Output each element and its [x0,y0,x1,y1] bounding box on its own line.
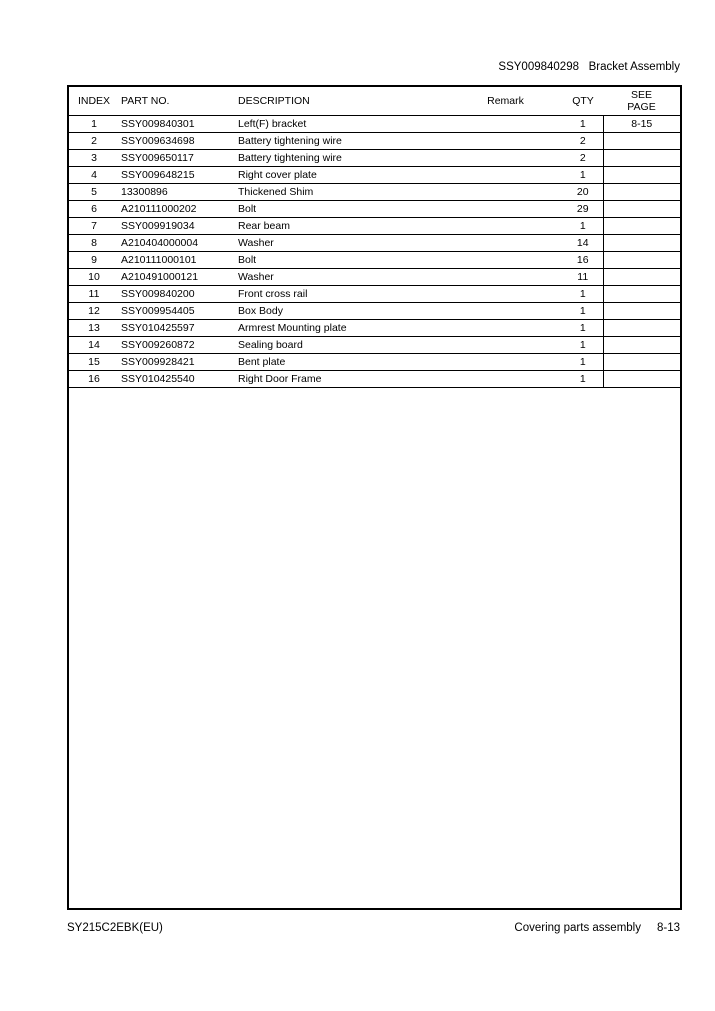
table-row [69,371,680,388]
cell-see-page [603,133,680,150]
cell-remark [448,286,563,303]
cell-qty: 1 [563,354,603,371]
cell-part-no: SSY009919034 [119,218,236,235]
cell-remark [448,252,563,269]
parts-list-frame [67,85,682,910]
table-row [69,337,680,354]
cell-description: Box Body [236,303,448,320]
cell-part-no: 13300896 [119,184,236,201]
cell-qty: 1 [563,286,603,303]
cell-part-no: A210111000202 [119,201,236,218]
cell-index: 13 [69,320,119,337]
cell-part-no: SSY009954405 [119,303,236,320]
cell-part-no: SSY010425540 [119,371,236,388]
cell-remark [448,320,563,337]
cell-description: Front cross rail [236,286,448,303]
cell-index: 7 [69,218,119,235]
cell-description: Washer [236,235,448,252]
cell-index: 4 [69,167,119,184]
parts-table-body [69,116,680,388]
cell-index: 3 [69,150,119,167]
cell-remark [448,201,563,218]
cell-index: 5 [69,184,119,201]
cell-part-no: SSY009260872 [119,337,236,354]
cell-qty: 16 [563,252,603,269]
cell-description: Bolt [236,201,448,218]
table-row [69,320,680,337]
cell-index: 14 [69,337,119,354]
cell-see-page [603,320,680,337]
cell-remark [448,354,563,371]
table-row [69,201,680,218]
cell-part-no: SSY009634698 [119,133,236,150]
cell-qty: 1 [563,167,603,184]
cell-see-page [603,167,680,184]
cell-remark [448,218,563,235]
cell-index: 6 [69,201,119,218]
column-header-index: INDEX [69,87,119,116]
cell-part-no: SSY009648215 [119,167,236,184]
cell-see-page [603,201,680,218]
cell-remark [448,116,563,133]
cell-part-no: A210404000004 [119,235,236,252]
cell-qty: 20 [563,184,603,201]
table-row [69,150,680,167]
cell-remark [448,167,563,184]
footer-section: Covering parts assembly [514,922,641,934]
cell-description: Bent plate [236,354,448,371]
cell-index: 8 [69,235,119,252]
cell-qty: 1 [563,116,603,133]
cell-see-page [603,269,680,286]
table-row [69,133,680,150]
cell-qty: 1 [563,303,603,320]
cell-qty: 2 [563,150,603,167]
cell-qty: 29 [563,201,603,218]
cell-index: 12 [69,303,119,320]
cell-remark [448,337,563,354]
table-row [69,184,680,201]
cell-see-page [603,252,680,269]
cell-qty: 1 [563,337,603,354]
cell-see-page [603,371,680,388]
cell-remark [448,235,563,252]
cell-see-page [603,150,680,167]
table-row [69,235,680,252]
cell-remark [448,269,563,286]
cell-see-page [603,354,680,371]
table-row [69,116,680,133]
table-row [69,218,680,235]
cell-part-no: SSY009650117 [119,150,236,167]
cell-part-no: SSY009928421 [119,354,236,371]
footer-page-number: 8-13 [656,922,680,934]
cell-see-page [603,235,680,252]
cell-qty: 1 [563,320,603,337]
table-row [69,303,680,320]
cell-qty: 1 [563,218,603,235]
see-label: SEE [630,89,652,101]
cell-qty: 14 [563,235,603,252]
cell-remark [448,184,563,201]
cell-description: Rear beam [236,218,448,235]
page-label: PAGE [627,101,656,113]
table-row [69,167,680,184]
cell-part-no: SSY009840200 [119,286,236,303]
cell-description: Battery tightening wire [236,150,448,167]
cell-see-page [603,218,680,235]
cell-index: 11 [69,286,119,303]
cell-index: 1 [69,116,119,133]
table-row [69,269,680,286]
cell-description: Thickened Shim [236,184,448,201]
cell-qty: 11 [563,269,603,286]
cell-part-no: A210111000101 [119,252,236,269]
footer-section-page [514,922,680,934]
column-header-see-page [603,87,680,116]
cell-see-page [603,303,680,320]
cell-see-page [603,184,680,201]
cell-part-no: SSY009840301 [119,116,236,133]
cell-description: Left(F) bracket [236,116,448,133]
cell-description: Armrest Mounting plate [236,320,448,337]
cell-qty: 2 [563,133,603,150]
assembly-title: Bracket Assembly [588,61,680,73]
column-header-remark: Remark [448,87,563,116]
assembly-code: SSY009840298 [498,61,579,73]
cell-remark [448,150,563,167]
cell-index: 10 [69,269,119,286]
cell-part-no: SSY010425597 [119,320,236,337]
cell-remark [448,133,563,150]
column-header-part-no: PART NO. [119,87,236,116]
table-header-row [69,87,680,116]
page-header [498,61,680,73]
cell-remark [448,303,563,320]
cell-description: Right cover plate [236,167,448,184]
table-row [69,252,680,269]
column-header-description: DESCRIPTION [236,87,448,116]
cell-description: Right Door Frame [236,371,448,388]
cell-see-page: 8-15 [603,116,680,133]
cell-description: Battery tightening wire [236,133,448,150]
cell-part-no: A210491000121 [119,269,236,286]
table-row [69,354,680,371]
cell-index: 15 [69,354,119,371]
parts-table [69,87,680,388]
cell-see-page [603,286,680,303]
cell-description: Bolt [236,252,448,269]
column-header-qty: QTY [563,87,603,116]
cell-qty: 1 [563,371,603,388]
cell-index: 9 [69,252,119,269]
footer-model: SY215C2EBK(EU) [67,922,163,934]
cell-description: Sealing board [236,337,448,354]
cell-remark [448,371,563,388]
cell-index: 2 [69,133,119,150]
cell-index: 16 [69,371,119,388]
cell-description: Washer [236,269,448,286]
cell-see-page [603,337,680,354]
table-row [69,286,680,303]
